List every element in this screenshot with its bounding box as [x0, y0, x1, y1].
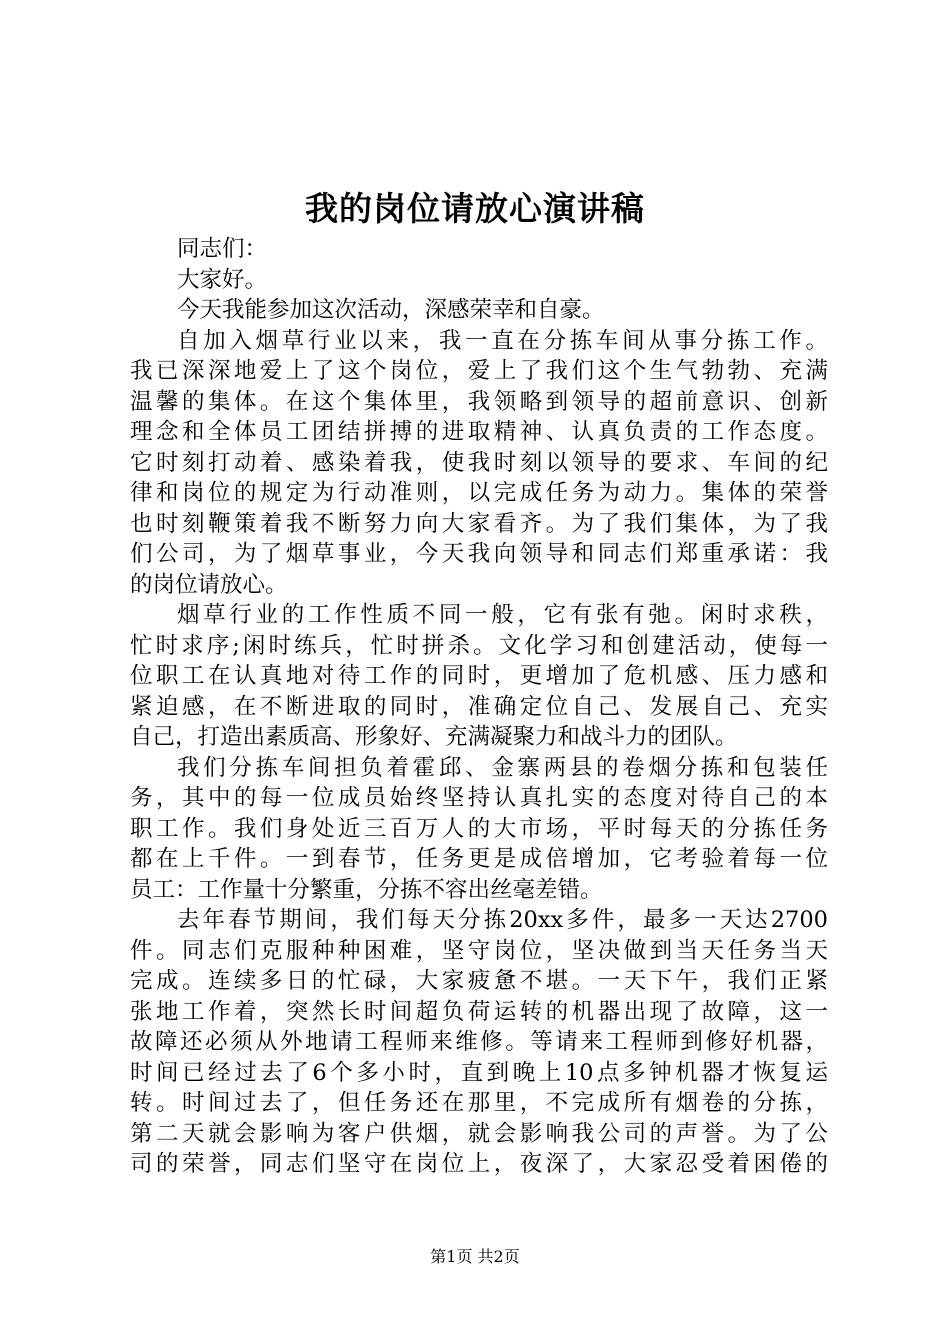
paragraph-line: 忙时求序;闲时练兵，忙时拼杀。文化学习和创建活动，使每一: [130, 632, 828, 659]
paragraph-line: 烟草行业的工作性质不同一般，它有张有弛。闲时求秩，: [177, 602, 828, 628]
paragraph-line: 同志们：: [177, 236, 268, 262]
paragraph-line: 今天我能参加这次活动，深感荣幸和自豪。: [177, 297, 605, 323]
paragraph-line: 大家好。: [177, 266, 268, 293]
paragraph-line: 自加入烟草行业以来，我一直在分拣车间从事分拣工作。: [177, 327, 828, 354]
paragraph-line: 件。同志们克服种种困难，坚守岗位，坚决做到当天任务当天: [130, 937, 828, 964]
paragraph-line: 司的荣誉，同志们坚守在岗位上，夜深了，大家忍受着困倦的: [130, 1151, 828, 1177]
paragraph: [130, 295, 828, 326]
paragraph-line: 第二天就会影响为客户供烟，就会影响我公司的声誉。为了公: [130, 1120, 828, 1147]
paragraph-line: 去年春节期间，我们每天分拣20xx多件，最多一天达2700: [177, 907, 828, 933]
paragraph-line: 理念和全体员工团结拼搏的进取精神、认真负责的工作态度。: [130, 419, 828, 445]
paragraph-line: 时间已经过去了6个多小时，直到晚上10点多钟机器才恢复运: [130, 1059, 828, 1086]
paragraph-line: 也时刻鞭策着我不断努力向大家看齐。为了我们集体，为了我: [130, 510, 828, 537]
paragraph: [130, 600, 828, 753]
paragraph-line: 温馨的集体。在这个集体里，我领略到领导的超前意识、创新: [130, 388, 828, 415]
paragraph: [130, 265, 828, 296]
paragraph-line: 故障还必须从外地请工程师来维修。等请来工程师到修好机器，: [130, 1029, 828, 1055]
paragraph-line: 完成。连续多日的忙碌，大家疲惫不堪。一天下午，我们正紧: [130, 968, 828, 994]
paragraph-line: 务，其中的每一位成员始终坚持认真扎实的态度对待自己的本: [130, 785, 828, 811]
paragraph-line: 我已深深地爱上了这个岗位，爱上了我们这个生气勃勃、充满: [130, 358, 828, 384]
paragraph-line: 员工：工作量十分繁重，分拣不容出丝毫差错。: [130, 876, 603, 903]
page-footer: 第1页 共2页: [430, 1247, 520, 1266]
paragraph-line: 位职工在认真地对待工作的同时，更增加了危机感、压力感和: [130, 663, 828, 689]
document-title: 我的岗位请放心演讲稿: [305, 189, 645, 228]
paragraph-line: 职工作。我们身处近三百万人的大市场，平时每天的分拣任务: [130, 815, 828, 842]
paragraph: [130, 905, 828, 1180]
paragraph-line: 转。时间过去了，但任务还在那里，不完成所有烟卷的分拣，: [130, 1090, 828, 1116]
document-body: [130, 234, 828, 1180]
paragraph-line: 都在上千件。一到春节，任务更是成倍增加，它考验着每一位: [130, 846, 828, 872]
paragraph-line: 它时刻打动着、感染着我，使我时刻以领导的要求、车间的纪: [130, 449, 828, 476]
paragraph-line: 的岗位请放心。: [130, 571, 288, 598]
paragraph-line: 我们分拣车间担负着霍邱、金寨两县的卷烟分拣和包装任: [177, 754, 828, 781]
paragraph-line: 律和岗位的规定为行动准则，以完成任务为动力。集体的荣誉: [130, 480, 828, 506]
paragraph: [130, 753, 828, 906]
paragraph: [130, 326, 828, 601]
paragraph-line: 们公司，为了烟草事业，今天我向领导和同志们郑重承诺：我: [130, 541, 828, 567]
paragraph-line: 张地工作着，突然长时间超负荷运转的机器出现了故障，这一: [130, 998, 828, 1025]
paragraph-line: 紧迫感，在不断进取的同时，准确定位自己、发展自己、充实: [130, 693, 828, 720]
paragraph-line: 自己，打造出素质高、形象好、充满凝聚力和战斗力的团队。: [130, 724, 738, 750]
paragraph: [130, 234, 828, 265]
